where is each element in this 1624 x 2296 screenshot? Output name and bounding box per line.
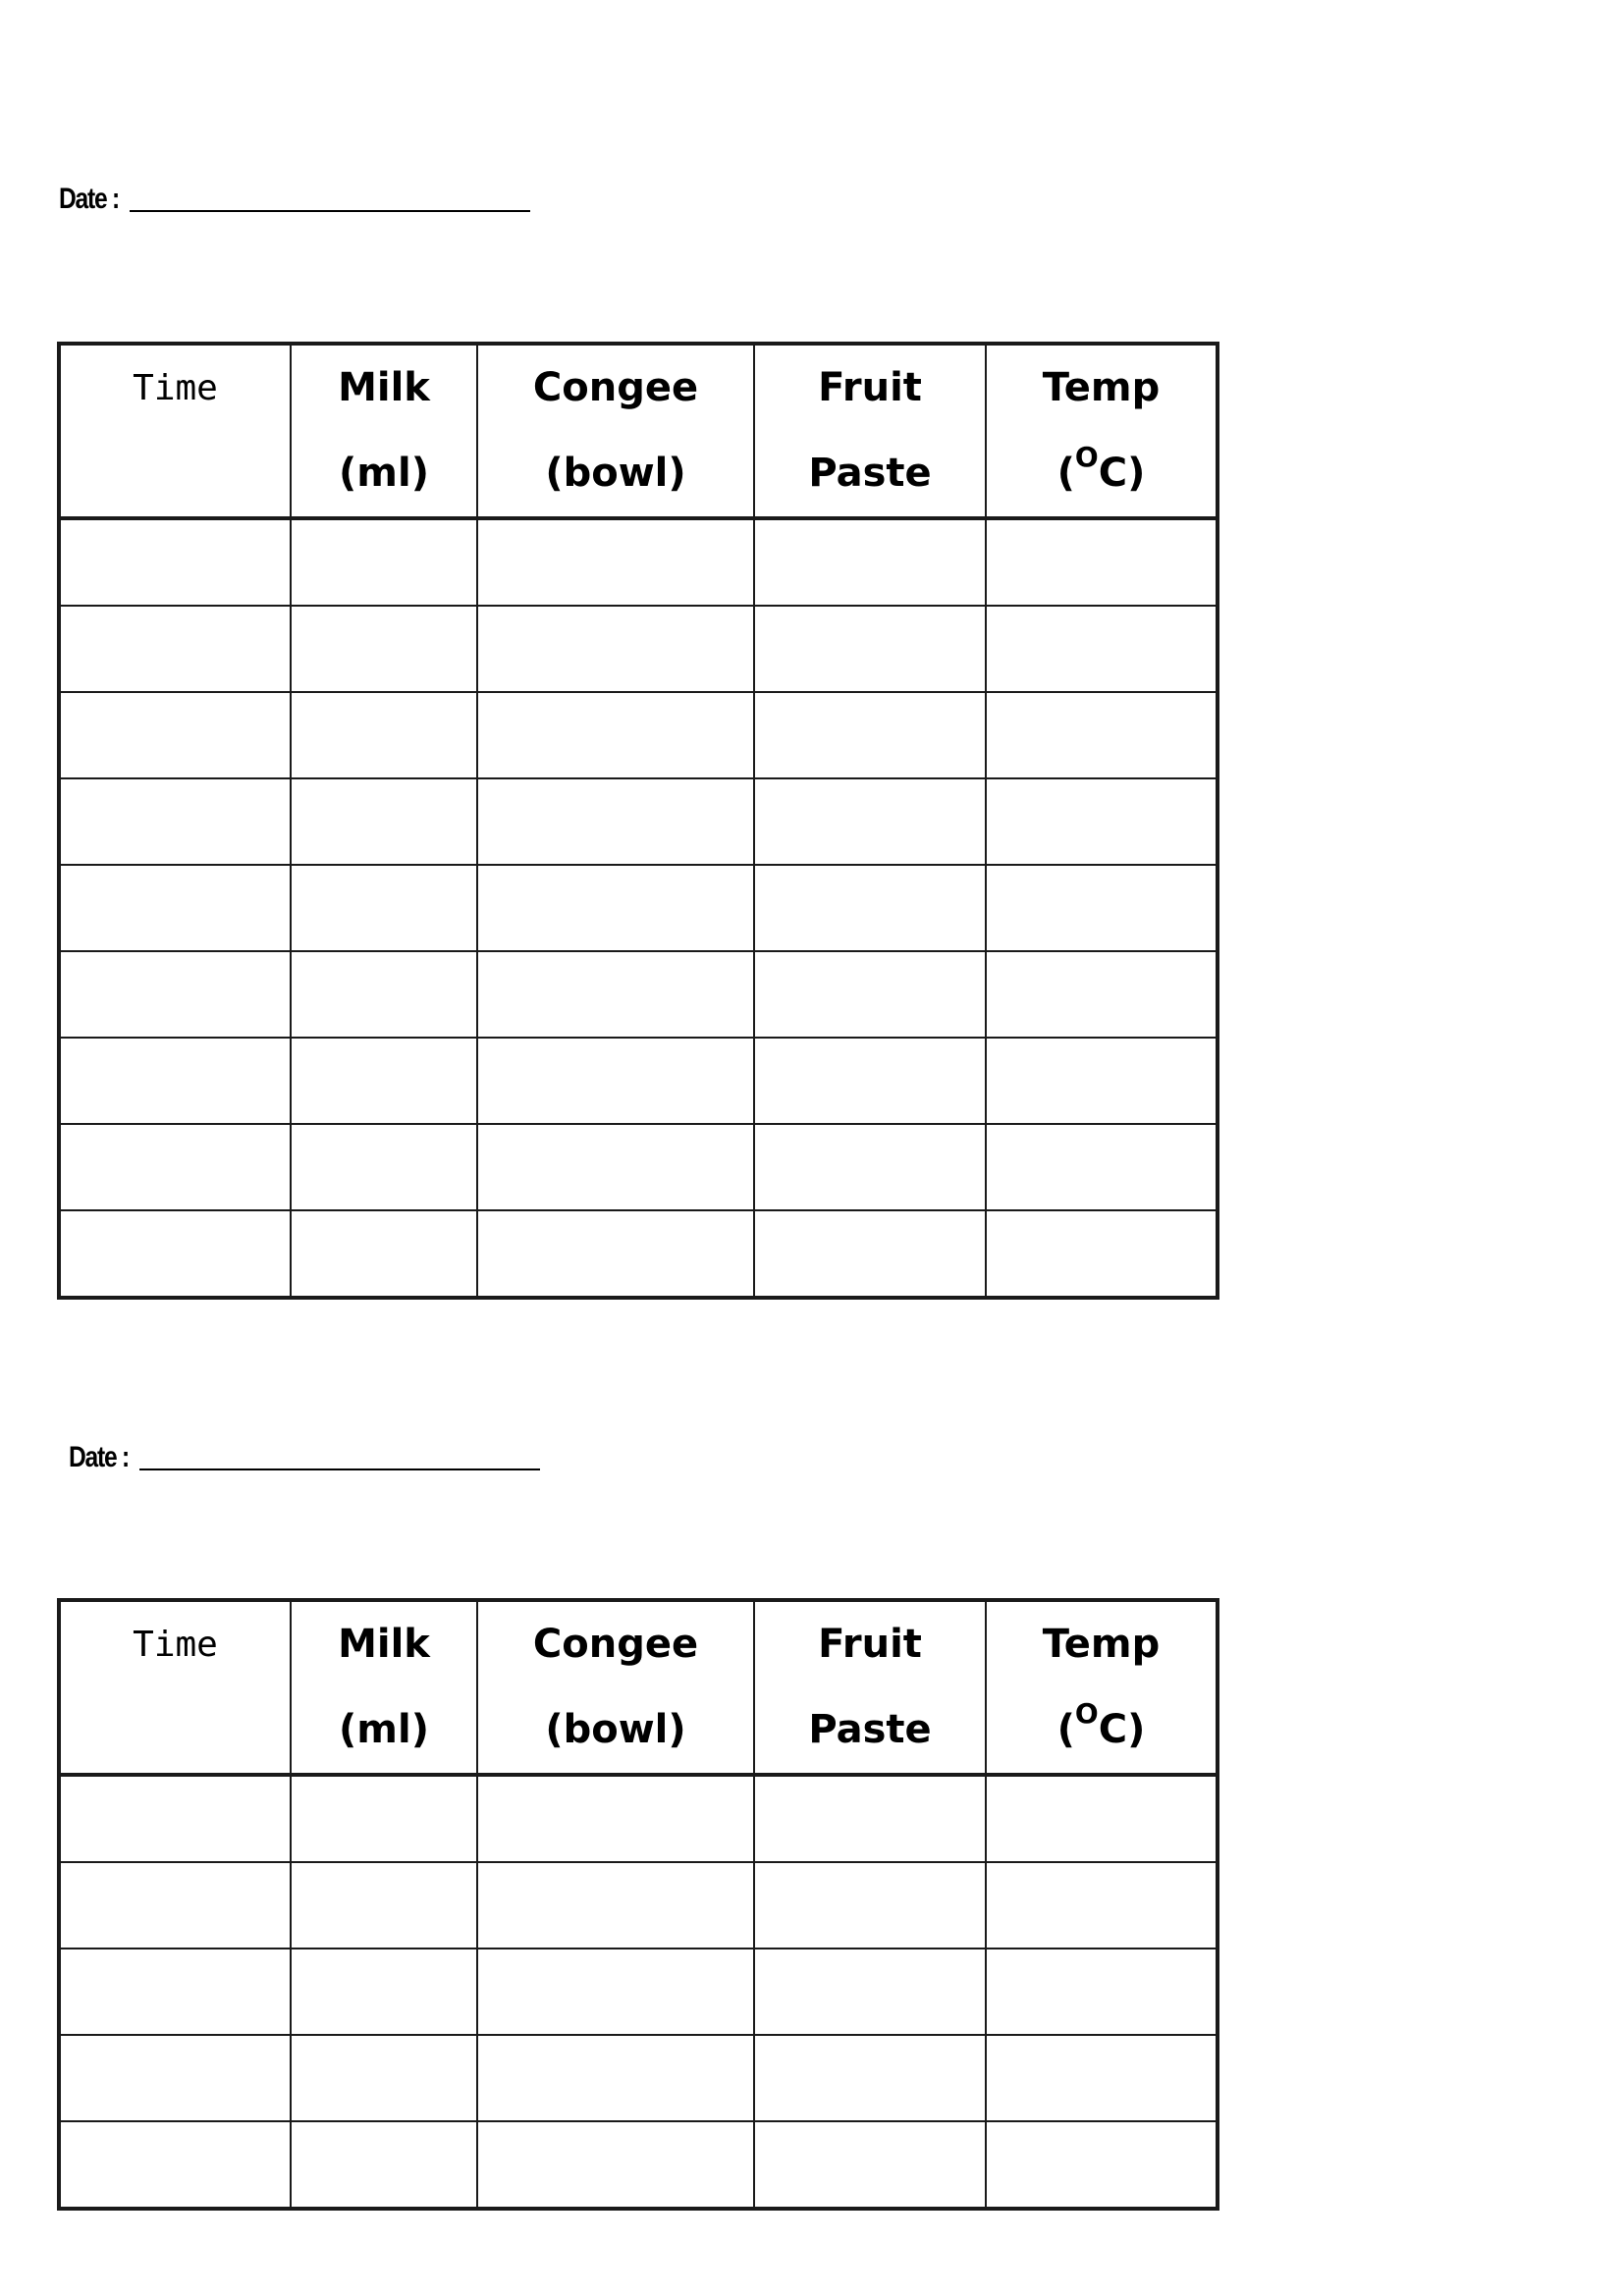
- header-milk: Milk (ml): [291, 1600, 477, 1775]
- cell-temp[interactable]: [986, 1775, 1218, 1862]
- cell-fruit-paste[interactable]: [754, 518, 986, 606]
- table-header-row: [59, 1600, 1218, 1775]
- date-label: Date :: [69, 1441, 129, 1473]
- table-row: [59, 1862, 1218, 1949]
- header-time: Time: [59, 344, 291, 518]
- cell-milk[interactable]: [291, 1210, 477, 1298]
- feeding-log-table: [57, 1598, 1219, 2211]
- table-row: [59, 606, 1218, 692]
- date-field: [69, 1443, 540, 1472]
- table-row: [59, 1775, 1218, 1862]
- cell-time[interactable]: [59, 1775, 291, 1862]
- header-milk: Milk (ml): [291, 344, 477, 518]
- cell-milk[interactable]: [291, 951, 477, 1038]
- cell-congee[interactable]: [477, 865, 754, 951]
- cell-fruit-paste[interactable]: [754, 778, 986, 865]
- cell-time[interactable]: [59, 692, 291, 778]
- table-row: [59, 865, 1218, 951]
- header-temp: Temp ($^O$C): [986, 344, 1218, 518]
- table-row: [59, 951, 1218, 1038]
- cell-fruit-paste[interactable]: [754, 865, 986, 951]
- cell-time[interactable]: [59, 2121, 291, 2209]
- table-row: [59, 518, 1218, 606]
- cell-congee[interactable]: [477, 1862, 754, 1949]
- cell-fruit-paste[interactable]: [754, 1210, 986, 1298]
- cell-fruit-paste[interactable]: [754, 951, 986, 1038]
- cell-milk[interactable]: [291, 1775, 477, 1862]
- cell-time[interactable]: [59, 1124, 291, 1210]
- cell-temp[interactable]: [986, 865, 1218, 951]
- cell-congee[interactable]: [477, 518, 754, 606]
- cell-congee[interactable]: [477, 1210, 754, 1298]
- cell-fruit-paste[interactable]: [754, 1862, 986, 1949]
- header-congee: Congee (bowl): [477, 344, 754, 518]
- cell-milk[interactable]: [291, 606, 477, 692]
- cell-temp[interactable]: [986, 692, 1218, 778]
- table-row: [59, 778, 1218, 865]
- cell-temp[interactable]: [986, 518, 1218, 606]
- cell-temp[interactable]: [986, 1124, 1218, 1210]
- cell-milk[interactable]: [291, 2121, 477, 2209]
- cell-temp[interactable]: [986, 1949, 1218, 2035]
- header-fruit-paste: Fruit Paste: [754, 1600, 986, 1775]
- cell-temp[interactable]: [986, 778, 1218, 865]
- cell-fruit-paste[interactable]: [754, 1124, 986, 1210]
- cell-congee[interactable]: [477, 1124, 754, 1210]
- cell-milk[interactable]: [291, 518, 477, 606]
- header-fruit-paste: Fruit Paste: [754, 344, 986, 518]
- cell-congee[interactable]: [477, 778, 754, 865]
- cell-time[interactable]: [59, 865, 291, 951]
- cell-time[interactable]: [59, 1949, 291, 2035]
- date-label: Date :: [59, 183, 119, 215]
- table-row: [59, 1210, 1218, 1298]
- cell-time[interactable]: [59, 1210, 291, 1298]
- feeding-log-table: [57, 342, 1219, 1300]
- cell-milk[interactable]: [291, 865, 477, 951]
- cell-temp[interactable]: [986, 1210, 1218, 1298]
- cell-milk[interactable]: [291, 1038, 477, 1124]
- cell-fruit-paste[interactable]: [754, 2121, 986, 2209]
- cell-time[interactable]: [59, 778, 291, 865]
- table-row: [59, 1038, 1218, 1124]
- table-row: [59, 1124, 1218, 1210]
- cell-fruit-paste[interactable]: [754, 2035, 986, 2121]
- cell-time[interactable]: [59, 606, 291, 692]
- cell-temp[interactable]: [986, 2035, 1218, 2121]
- header-temp: Temp ($^O$C): [986, 1600, 1218, 1775]
- cell-fruit-paste[interactable]: [754, 606, 986, 692]
- cell-milk[interactable]: [291, 692, 477, 778]
- cell-congee[interactable]: [477, 606, 754, 692]
- cell-milk[interactable]: [291, 778, 477, 865]
- date-blank-line[interactable]: [139, 1468, 540, 1470]
- table-row: [59, 692, 1218, 778]
- cell-congee[interactable]: [477, 2121, 754, 2209]
- cell-congee[interactable]: [477, 951, 754, 1038]
- cell-fruit-paste[interactable]: [754, 1949, 986, 2035]
- cell-congee[interactable]: [477, 692, 754, 778]
- cell-temp[interactable]: [986, 606, 1218, 692]
- cell-temp[interactable]: [986, 1862, 1218, 1949]
- cell-congee[interactable]: [477, 1038, 754, 1124]
- table-header-row: [59, 344, 1218, 518]
- cell-milk[interactable]: [291, 1124, 477, 1210]
- header-time: Time: [59, 1600, 291, 1775]
- cell-time[interactable]: [59, 951, 291, 1038]
- cell-milk[interactable]: [291, 2035, 477, 2121]
- cell-fruit-paste[interactable]: [754, 1775, 986, 1862]
- table-row: [59, 2035, 1218, 2121]
- cell-congee[interactable]: [477, 1775, 754, 1862]
- cell-milk[interactable]: [291, 1862, 477, 1949]
- cell-temp[interactable]: [986, 2121, 1218, 2209]
- table-row: [59, 2121, 1218, 2209]
- cell-temp[interactable]: [986, 1038, 1218, 1124]
- cell-congee[interactable]: [477, 1949, 754, 2035]
- cell-fruit-paste[interactable]: [754, 692, 986, 778]
- date-field: [59, 185, 530, 214]
- header-congee: Congee (bowl): [477, 1600, 754, 1775]
- cell-fruit-paste[interactable]: [754, 1038, 986, 1124]
- cell-time[interactable]: [59, 518, 291, 606]
- cell-temp[interactable]: [986, 951, 1218, 1038]
- date-blank-line[interactable]: [130, 209, 530, 212]
- cell-time[interactable]: [59, 2035, 291, 2121]
- cell-time[interactable]: [59, 1038, 291, 1124]
- cell-time[interactable]: [59, 1862, 291, 1949]
- table-row: [59, 1949, 1218, 2035]
- cell-milk[interactable]: [291, 1949, 477, 2035]
- cell-congee[interactable]: [477, 2035, 754, 2121]
